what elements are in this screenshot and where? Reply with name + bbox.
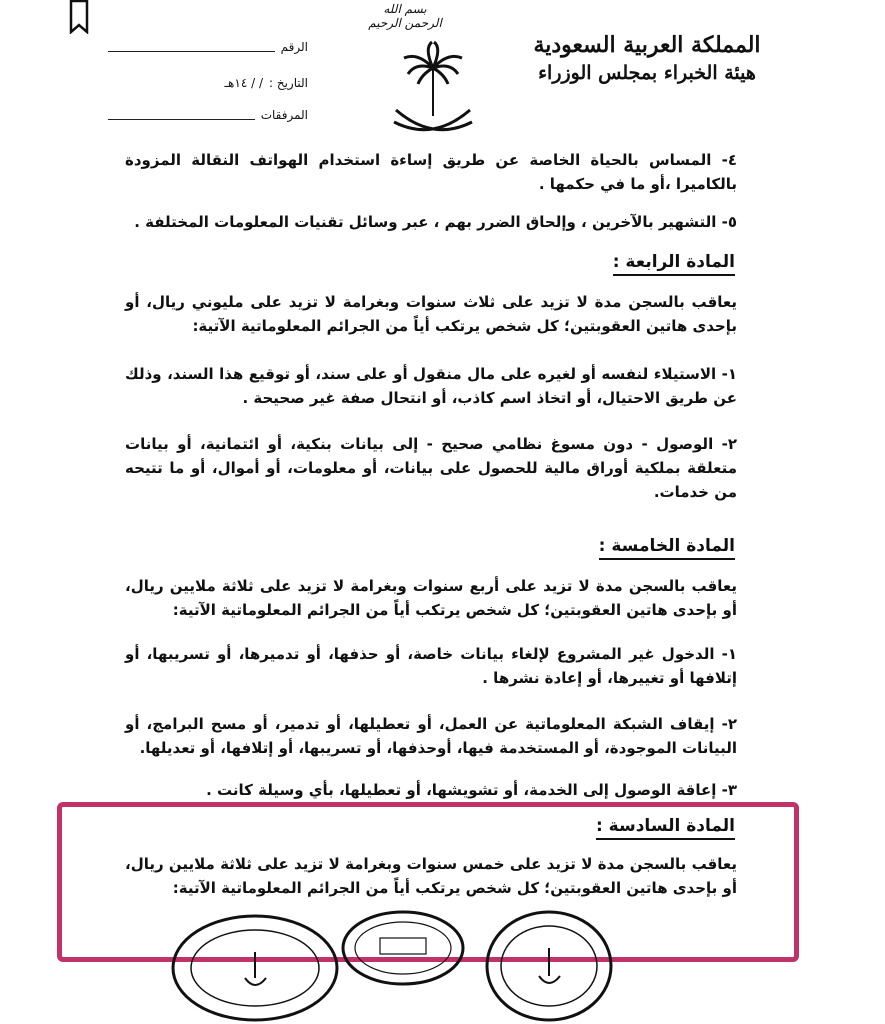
paragraph: ٥- التشهير بالآخرين ، وإلحاق الضرر بهم ، عبر وسائل تقنيات المعلومات المختلفة .	[134, 213, 737, 231]
article-5-item: ٢- إيقاف الشبكة المعلوماتية عن العمل، أو تعطيلها، أو تدمير، أو مسح البرامج، أو البيانات الموجودة، أو المستخدمة فيها، أوحذفها، أو تسريبها، أو إتلافها، أو تعديلها.	[125, 715, 737, 757]
saudi-emblem-icon	[388, 38, 478, 148]
official-stamp-icon	[170, 912, 340, 1024]
article-5-intro: يعاقب بالسجن مدة لا تزيد على أربع سنوات وبغرامة لا تزيد على ثلاثة ملايين ريال، أو بإحدى هاتين العقوبتين؛ كل شخص يرتكب أياً من الجرائم المعلوماتية الآتية:	[125, 577, 737, 619]
paragraph: ٤- المساس بالحياة الخاصة عن طريق إساءة استخدام الهواتف النقالة المزودة بالكاميرا ،أو ما في حكمها .	[125, 151, 737, 193]
official-stamp-icon	[340, 908, 466, 988]
attachments-label: المرفقات	[260, 108, 308, 122]
date-label: التاريخ :	[268, 76, 308, 90]
date-field	[108, 76, 308, 90]
article-5-title: المادة الخامسة :	[599, 536, 735, 560]
official-stamp-icon	[484, 908, 614, 1024]
letterhead-title	[527, 32, 767, 84]
kingdom-name: المملكة العربية السعودية	[533, 32, 761, 58]
article-5-item: ٣- إعاقة الوصول إلى الخدمة، أو تشويشها، أو تعطيلها، بأي وسيلة كانت .	[206, 781, 737, 799]
article-6-intro: يعاقب بالسجن مدة لا تزيد على خمس سنوات وبغرامة لا تزيد على ثلاثة ملايين ريال، أو بإحدى هاتين العقوبتين؛ كل شخص يرتكب أياً من الجرائم المعلوماتية الآتية:	[125, 855, 737, 897]
article-5-item: ١- الدخول غير المشروع لإلغاء بيانات خاصة، أو حذفها، أو تدميرها، أو تسريبها، أو إتلافها أو تغييرها، أو إعادة نشرها .	[125, 645, 737, 687]
attachments-field	[108, 108, 308, 122]
bookmark-icon[interactable]	[68, 0, 90, 34]
article-4-item: ١- الاستيلاء لنفسه أو لغيره على مال منقول أو على سند، أو توقيع هذا السند، وذلك عن طريق الاحتيال، أو اتخاذ اسم كاذب، أو انتحال صفة غير صحيحة .	[125, 365, 737, 407]
bureau-name: هيئة الخبراء بمجلس الوزراء	[538, 62, 756, 84]
reference-label: الرقم	[280, 40, 308, 54]
article-4-item: ٢- الوصول - دون مسوغ نظامي صحيح - إلى بيانات بنكية، أو ائتمانية، أو بيانات متعلقة بملكية أوراق مالية للحصول على بيانات، أو معلومات، أو أموال، أو ما تتيحه من خدمات.	[125, 435, 737, 501]
article-4-title: المادة الرابعة :	[613, 252, 735, 276]
article-6-title: المادة السادسة :	[596, 816, 735, 840]
article-4-intro: يعاقب بالسجن مدة لا تزيد على ثلاث سنوات وبغرامة لا تزيد على مليوني ريال، أو بإحدى هاتين العقوبتين؛ كل شخص يرتكب أياً من الجرائم المعلوماتية الآتية:	[125, 293, 737, 335]
reference-field	[108, 40, 308, 54]
basmala: بسم الله الرحمن الرحيم	[368, 2, 442, 30]
date-value: / / ١٤هـ	[224, 76, 263, 90]
